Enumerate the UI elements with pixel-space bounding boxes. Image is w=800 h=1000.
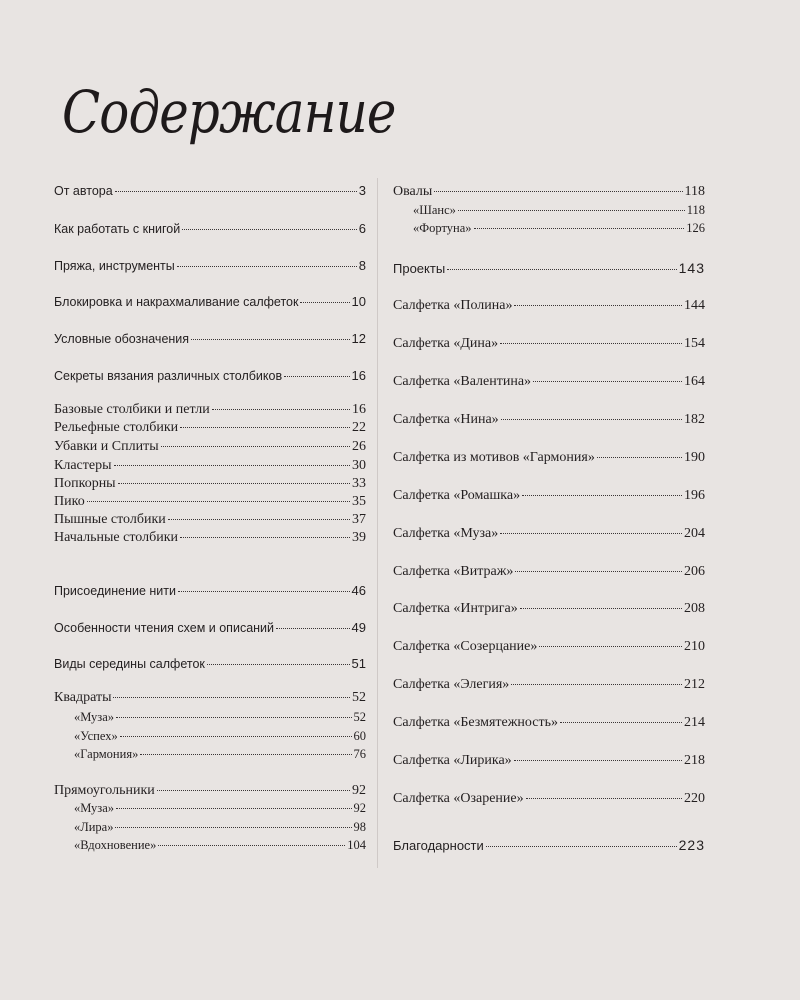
toc-entry-page: 16 xyxy=(351,368,366,383)
toc-entry-page: 3 xyxy=(358,183,366,198)
toc-entry-label: Салфетка «Ромашка» xyxy=(393,488,521,503)
toc-entry[interactable] xyxy=(54,402,366,418)
toc-entry[interactable] xyxy=(54,458,366,474)
dot-leader xyxy=(597,457,682,458)
toc-entry-label: «Лира» xyxy=(74,820,114,834)
toc-entry[interactable] xyxy=(54,476,366,492)
toc-entry-page: 92 xyxy=(352,783,366,798)
dot-leader xyxy=(158,845,345,846)
toc-entry-label: Пико xyxy=(54,494,85,509)
toc-entry-page: 8 xyxy=(358,258,366,273)
toc-entry-label: Овалы xyxy=(393,184,433,199)
dot-leader xyxy=(180,537,350,538)
dot-leader xyxy=(520,608,682,609)
toc-entry-page: 60 xyxy=(353,729,366,743)
toc-entry[interactable] xyxy=(393,260,705,276)
dot-leader xyxy=(486,846,677,847)
toc-entry[interactable] xyxy=(393,221,705,236)
toc-entry-page: 12 xyxy=(351,331,366,346)
column-divider xyxy=(377,178,378,868)
dot-leader xyxy=(87,501,350,502)
toc-entry-label: Салфетка «Интрига» xyxy=(393,601,518,616)
toc-entry-page: 144 xyxy=(684,298,705,313)
toc-entry[interactable] xyxy=(54,368,366,383)
toc-entry-label: Благодарности xyxy=(393,838,484,853)
toc-entry[interactable] xyxy=(54,583,366,598)
toc-entry[interactable] xyxy=(54,331,366,346)
toc-entry-page: 196 xyxy=(684,488,705,503)
toc-entry-label: Салфетка «Лирика» xyxy=(393,753,512,768)
toc-entry[interactable] xyxy=(393,184,705,200)
toc-entry-page: 212 xyxy=(684,677,705,692)
toc-entry-label: Пышные столбики xyxy=(54,512,166,527)
toc-entry-page: 118 xyxy=(686,203,705,217)
toc-entry[interactable] xyxy=(54,530,366,546)
dot-leader xyxy=(501,419,682,420)
toc-entry-label: Особенности чтения схем и описаний xyxy=(54,621,275,635)
dot-leader xyxy=(115,827,351,828)
toc-entry-page: 35 xyxy=(352,494,366,509)
toc-entry[interactable] xyxy=(393,412,705,428)
toc-entry-page: 52 xyxy=(352,690,366,705)
toc-entry-page: 208 xyxy=(684,601,705,616)
toc-entry[interactable] xyxy=(54,221,366,236)
toc-entry[interactable] xyxy=(393,753,705,769)
toc-entry-page: 220 xyxy=(684,791,705,806)
dot-leader xyxy=(116,717,351,718)
dot-leader xyxy=(539,646,682,647)
toc-entry[interactable] xyxy=(393,526,705,542)
toc-entry-label: Пряжа, инструменты xyxy=(54,259,175,273)
dot-leader xyxy=(533,381,682,382)
dot-leader xyxy=(212,409,350,410)
dot-leader xyxy=(116,808,351,809)
toc-entry-label: Как работать с книгой xyxy=(54,222,181,236)
toc-entry[interactable] xyxy=(393,791,705,807)
dot-leader xyxy=(560,722,682,723)
toc-entry-label: Салфетка «Муза» xyxy=(393,526,499,541)
dot-leader xyxy=(180,427,350,428)
toc-entry-page: 92 xyxy=(353,801,366,815)
toc-entry-label: Попкорны xyxy=(54,476,116,491)
toc-entry[interactable] xyxy=(393,715,705,731)
toc-entry[interactable] xyxy=(393,203,705,218)
toc-entry[interactable] xyxy=(393,601,705,617)
toc-entry-page: 210 xyxy=(684,639,705,654)
toc-entry-label: Проекты xyxy=(393,261,446,276)
toc-entry[interactable] xyxy=(393,298,705,314)
toc-entry-page: 16 xyxy=(352,402,366,417)
dot-leader xyxy=(522,495,682,496)
toc-entry[interactable] xyxy=(54,747,366,762)
dot-leader xyxy=(161,446,350,447)
toc-entry-label: «Гармония» xyxy=(74,747,139,761)
dot-leader xyxy=(500,533,682,534)
toc-entry-label: Салфетка «Полина» xyxy=(393,298,513,313)
toc-entry-page: 26 xyxy=(352,439,366,454)
dot-leader xyxy=(177,266,357,267)
dot-leader xyxy=(115,191,357,192)
dot-leader xyxy=(120,736,352,737)
dot-leader xyxy=(514,305,682,306)
dot-leader xyxy=(434,191,682,192)
toc-entry-page: 218 xyxy=(684,753,705,768)
dot-leader xyxy=(114,465,351,466)
toc-entry-page: 126 xyxy=(686,221,705,235)
toc-entry-label: «Вдохновение» xyxy=(74,838,157,852)
toc-entry-page: 182 xyxy=(684,412,705,427)
toc-entry[interactable] xyxy=(393,450,705,466)
toc-entry-label: «Успех» xyxy=(74,729,118,743)
toc-entry-label: Блокировка и накрахмаливание салфеток xyxy=(54,295,299,309)
toc-entry-label: Салфетка из мотивов «Гармония» xyxy=(393,450,595,465)
dot-leader xyxy=(207,664,350,665)
toc-entry-label: Салфетка «Валентина» xyxy=(393,374,532,389)
dot-leader xyxy=(113,697,350,698)
toc-entry[interactable] xyxy=(54,294,366,309)
dot-leader xyxy=(284,376,349,377)
toc-entry-page: 49 xyxy=(351,620,366,635)
toc-entry[interactable] xyxy=(54,690,366,706)
page-title: Содержание xyxy=(62,78,396,146)
dot-leader xyxy=(526,798,682,799)
toc-entry[interactable] xyxy=(54,820,366,835)
dot-leader xyxy=(276,628,350,629)
toc-entry-page: 223 xyxy=(678,837,705,853)
dot-leader xyxy=(191,339,349,340)
dot-leader xyxy=(178,591,350,592)
toc-entry-label: Кластеры xyxy=(54,458,112,473)
toc-entry[interactable] xyxy=(393,639,705,655)
toc-entry-page: 6 xyxy=(358,221,366,236)
dot-leader xyxy=(515,571,682,572)
toc-entry-page: 30 xyxy=(352,458,366,473)
dot-leader xyxy=(500,343,682,344)
toc-entry[interactable] xyxy=(54,783,366,799)
dot-leader xyxy=(514,760,682,761)
toc-entry-label: Салфетка «Озарение» xyxy=(393,791,524,806)
toc-entry-label: Салфетка «Витраж» xyxy=(393,564,514,579)
toc-entry-label: Виды середины салфеток xyxy=(54,657,205,671)
toc-entry[interactable] xyxy=(54,710,366,725)
toc-entry-page: 143 xyxy=(678,260,705,276)
toc-entry[interactable] xyxy=(54,494,366,510)
toc-entry-label: Салфетка «Созерцание» xyxy=(393,639,538,654)
toc-entry[interactable] xyxy=(393,677,705,693)
toc-entry-label: Квадраты xyxy=(54,690,112,705)
toc-entry-page: 22 xyxy=(352,420,366,435)
toc-entry[interactable] xyxy=(54,656,366,671)
toc-entry-page: 37 xyxy=(352,512,366,527)
toc-entry-label: «Муза» xyxy=(74,710,115,724)
toc-entry[interactable] xyxy=(54,620,366,635)
toc-entry-label: Прямоугольники xyxy=(54,783,155,798)
toc-entry-label: Базовые столбики и петли xyxy=(54,402,210,417)
toc-entry-page: 10 xyxy=(351,294,366,309)
toc-entry-label: Убавки и Сплиты xyxy=(54,439,159,454)
toc-entry[interactable] xyxy=(393,374,705,390)
toc-entry-page: 33 xyxy=(352,476,366,491)
toc-entry-page: 52 xyxy=(353,710,366,724)
toc-entry-label: Присоединение нити xyxy=(54,584,176,598)
toc-entry[interactable] xyxy=(54,420,366,436)
toc-entry[interactable] xyxy=(393,837,705,853)
toc-entry[interactable] xyxy=(393,564,705,580)
dot-leader xyxy=(118,483,350,484)
toc-entry-page: 164 xyxy=(684,374,705,389)
toc-entry[interactable] xyxy=(54,258,366,273)
toc-entry-page: 154 xyxy=(684,336,705,351)
toc-entry-page: 39 xyxy=(352,530,366,545)
toc-entry[interactable] xyxy=(54,512,366,528)
toc-entry-page: 51 xyxy=(351,656,366,671)
toc-entry-label: Салфетка «Дина» xyxy=(393,336,499,351)
dot-leader xyxy=(447,269,676,270)
toc-entry-page: 204 xyxy=(684,526,705,541)
dot-leader xyxy=(511,684,682,685)
toc-entry[interactable] xyxy=(54,439,366,455)
toc-entry-page: 206 xyxy=(684,564,705,579)
toc-entry-label: Условные обозначения xyxy=(54,332,190,346)
dot-leader xyxy=(458,210,685,211)
toc-entry[interactable] xyxy=(393,336,705,352)
dot-leader xyxy=(140,754,351,755)
toc-entry-label: Салфетка «Элегия» xyxy=(393,677,510,692)
toc-entry-page: 104 xyxy=(347,838,366,852)
toc-entry[interactable] xyxy=(54,183,366,198)
toc-entry-page: 76 xyxy=(353,747,366,761)
toc-entry-page: 214 xyxy=(684,715,705,730)
toc-entry-label: «Шанс» xyxy=(413,203,456,217)
toc-entry-page: 46 xyxy=(351,583,366,598)
toc-entry-label: Начальные столбики xyxy=(54,530,178,545)
toc-entry[interactable] xyxy=(54,838,366,853)
toc-entry-label: Салфетка «Нина» xyxy=(393,412,499,427)
toc-entry-page: 98 xyxy=(353,820,366,834)
toc-entry-label: «Муза» xyxy=(74,801,115,815)
toc-entry-label: От автора xyxy=(54,184,113,198)
dot-leader xyxy=(182,229,357,230)
dot-leader xyxy=(474,228,685,229)
toc-entry-page: 190 xyxy=(684,450,705,465)
toc-entry-page: 118 xyxy=(684,184,705,199)
toc-entry-label: Секреты вязания различных столбиков xyxy=(54,369,283,383)
toc-entry-label: Салфетка «Безмятежность» xyxy=(393,715,558,730)
dot-leader xyxy=(300,302,349,303)
toc-entry[interactable] xyxy=(393,488,705,504)
dot-leader xyxy=(168,519,350,520)
toc-entry[interactable] xyxy=(54,729,366,744)
dot-leader xyxy=(157,790,350,791)
toc-entry[interactable] xyxy=(54,801,366,816)
toc-entry-label: «Фортуна» xyxy=(413,221,472,235)
toc-entry-label: Рельефные столбики xyxy=(54,420,179,435)
